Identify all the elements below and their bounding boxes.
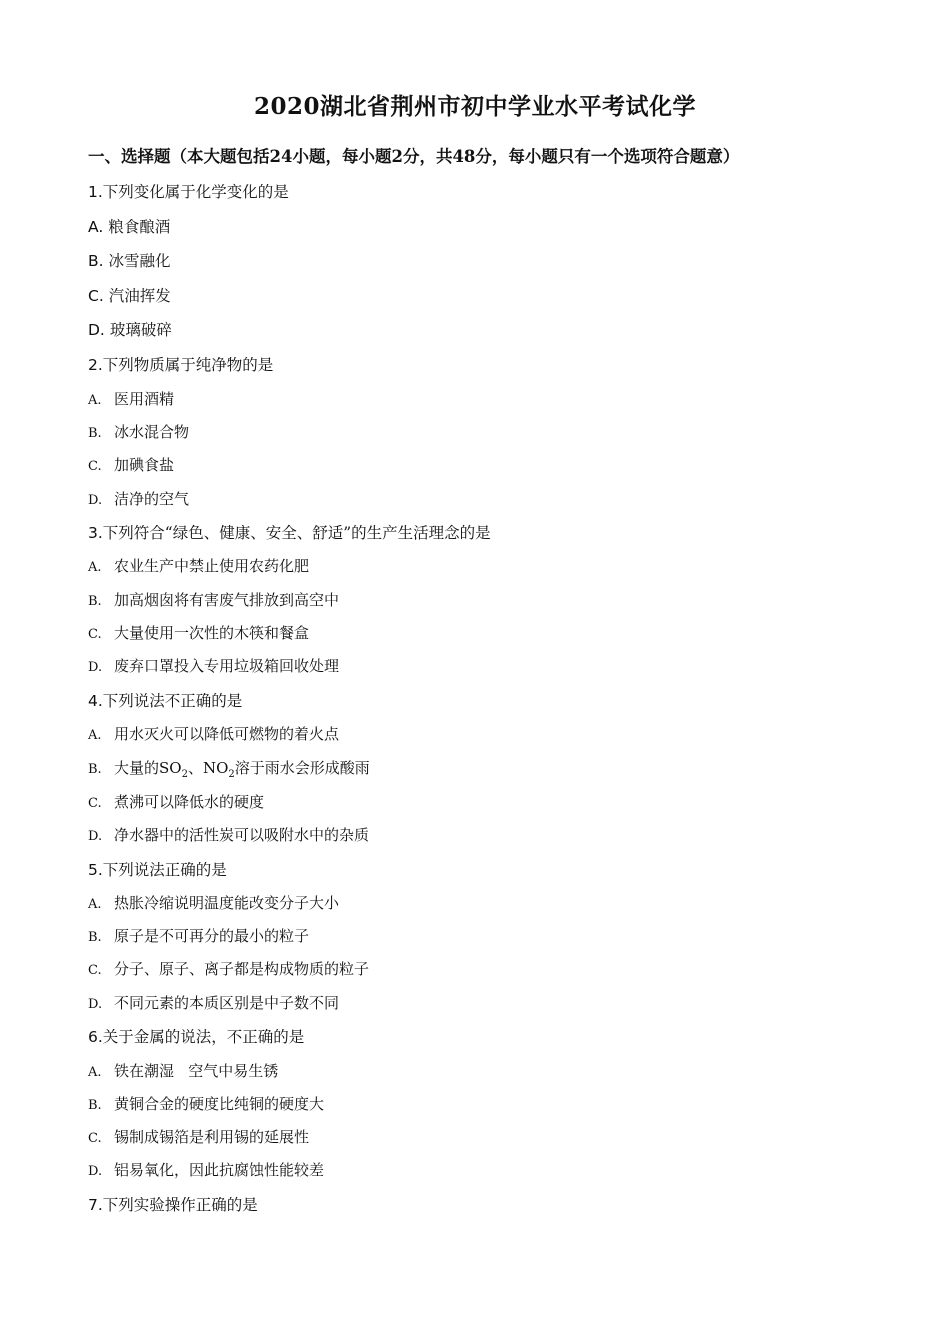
q2-option-b: B. 冰水混合物 bbox=[88, 423, 190, 441]
question-1: 1.下列变化属于化学变化的是 bbox=[88, 183, 289, 201]
q6-option-a: A. 铁在潮湿 空气中易生锈 bbox=[88, 1062, 279, 1080]
q3-option-c: C. 大量使用一次性的木筷和餐盒 bbox=[88, 624, 310, 642]
q6-option-d: D. 铝易氧化，因此抗腐蚀性能较差 bbox=[88, 1161, 325, 1179]
question-7: 7.下列实验操作正确的是 bbox=[88, 1196, 258, 1214]
question-3: 3.下列符合“绿色、健康、安全、舒适”的生产生活理念的是 bbox=[88, 524, 491, 542]
question-6: 6.关于金属的说法，不正确的是 bbox=[88, 1028, 305, 1046]
question-5: 5.下列说法正确的是 bbox=[88, 861, 227, 879]
q3-option-d: D. 废弃口罩投入专用垃圾箱回收处理 bbox=[88, 657, 340, 675]
q6-option-c: C. 锡制成锡箔是利用锡的延展性 bbox=[88, 1128, 310, 1146]
q5-option-a: A. 热胀冷缩说明温度能改变分子大小 bbox=[88, 894, 340, 912]
q1-option-a: A. 粮食酿酒 bbox=[88, 218, 171, 236]
q6-option-b: B. 黄铜合金的硬度比纯铜的硬度大 bbox=[88, 1095, 325, 1113]
question-4: 4.下列说法不正确的是 bbox=[88, 692, 243, 710]
q5-option-c: C. 分子、原子、离子都是构成物质的粒子 bbox=[88, 960, 370, 978]
q5-option-d: D. 不同元素的本质区别是中子数不同 bbox=[88, 994, 340, 1012]
question-2: 2.下列物质属于纯净物的是 bbox=[88, 356, 274, 374]
q2-option-a: A. 医用酒精 bbox=[88, 390, 175, 408]
q1-option-c: C. 汽油挥发 bbox=[88, 287, 171, 305]
q3-option-a: A. 农业生产中禁止使用农药化肥 bbox=[88, 557, 310, 575]
q5-option-b: B. 原子是不可再分的最小的粒子 bbox=[88, 927, 310, 945]
section-heading: 一、选择题（本大题包括24小题，每小题2分，共48分，每小题只有一个选项符合题意） bbox=[88, 147, 740, 166]
q1-option-b: B. 冰雪融化 bbox=[88, 252, 171, 270]
q4-option-a: A. 用水灭火可以降低可燃物的着火点 bbox=[88, 725, 340, 743]
q2-option-d: D. 洁净的空气 bbox=[88, 490, 190, 508]
q4-option-b: B. 大量的$SO_2$、$NO_2$溶于雨水会形成酸雨 bbox=[88, 759, 370, 780]
q1-option-d: D. 玻璃破碎 bbox=[88, 321, 172, 339]
q2-option-c: C. 加碘食盐 bbox=[88, 456, 175, 474]
q4-option-c: C. 煮沸可以降低水的硬度 bbox=[88, 793, 265, 811]
document-title: 2020湖北省荆州市初中学业水平考试化学 bbox=[253, 93, 696, 120]
q4-option-d: D. 净水器中的活性炭可以吸附水中的杂质 bbox=[88, 826, 370, 844]
q3-option-b: B. 加高烟囱将有害废气排放到高空中 bbox=[88, 591, 340, 609]
